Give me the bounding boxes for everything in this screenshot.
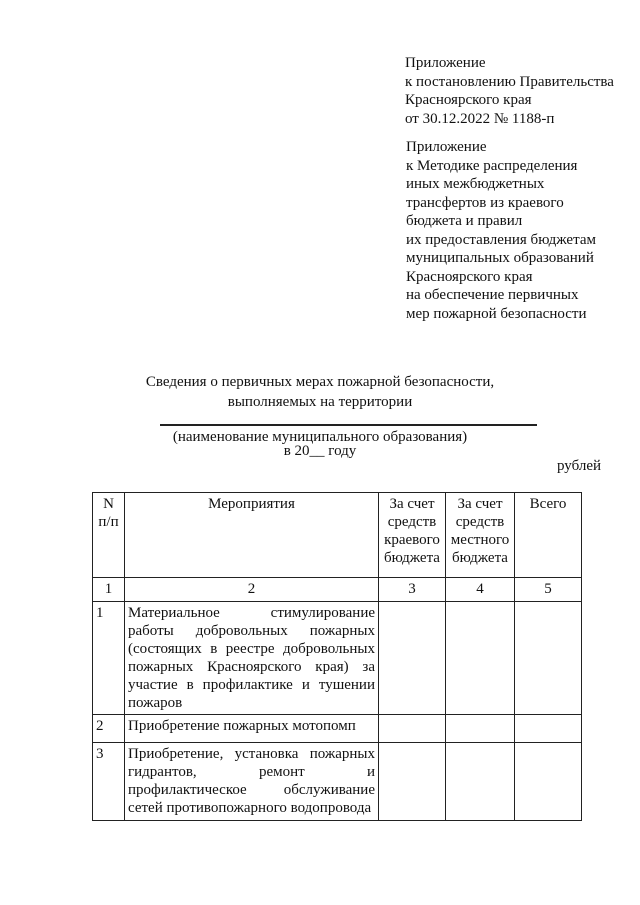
column-number-row [93,578,582,602]
appendix-line: бюджета и правил [406,213,523,229]
fire-safety-measures-table [92,492,582,821]
total-cell[interactable] [515,743,582,821]
table-row [93,602,582,715]
appendix-decree-block [405,54,614,128]
regional-budget-cell[interactable] [379,602,446,715]
header-cell-regional-budget: За счет средств краевого бюджета [379,493,446,578]
column-number-cell: 3 [379,578,446,602]
header-cell-number: N п/п [93,493,125,578]
appendix-line: к Методике распределения [406,157,578,174]
municipality-name-blank-line [160,424,537,426]
appendix-line: к постановлению Правительства [405,73,614,90]
appendix-line: от 30.12.2022 № 1188-п [405,110,555,127]
document-title-line-1: Сведения о первичных мерах пожарной безопасности, [145,374,495,390]
row-number-cell: 2 [93,715,125,743]
municipality-caption: (наименование муниципального образования) [172,429,468,445]
appendix-methodology-block [406,138,596,323]
measure-cell: Приобретение, установка пожарных гидрантов, ремонт и профилактическое обслуживание сетей противопожарного водопровода [125,743,379,821]
currency-label: рублей [557,458,602,474]
local-budget-cell[interactable] [446,602,515,715]
appendix-line: мер пожарной безопасности [406,305,587,322]
regional-budget-cell[interactable] [379,743,446,821]
row-number-cell: 3 [93,743,125,821]
measure-cell: Приобретение пожарных мотопомп [125,715,379,743]
appendix-line: муниципальных образований [406,250,594,266]
header-cell-measures: Мероприятия [125,493,379,578]
total-cell[interactable] [515,602,582,715]
appendix-line: Красноярского края [405,92,532,108]
row-number-cell: 1 [93,602,125,715]
appendix-line: иных межбюджетных [406,176,545,192]
local-budget-cell[interactable] [446,743,515,821]
column-number-cell: 4 [446,578,515,602]
appendix-line: Приложение [405,55,486,71]
header-cell-local-budget: За счет средств местного бюджета [446,493,515,578]
column-number-cell: 5 [515,578,582,602]
document-title-line-2: выполняемых на территории [227,394,413,410]
table-row [93,715,582,743]
regional-budget-cell[interactable] [379,715,446,743]
measure-cell: Материальное стимулирование работы добровольных пожарных (состоящих в реестре добровольных пожарных Красноярского края) за участие в профилактике и тушении пожаров [125,602,379,715]
column-number-cell: 1 [93,578,125,602]
year-label: в 20__ году [283,443,357,459]
local-budget-cell[interactable] [446,715,515,743]
appendix-line: на обеспечение первичных [406,287,579,303]
table-row [93,743,582,821]
total-cell[interactable] [515,715,582,743]
table-header-row [93,493,582,578]
column-number-cell: 2 [125,578,379,602]
appendix-line: их предоставления бюджетам [406,231,596,248]
appendix-line: Приложение [406,139,487,155]
appendix-line: трансфертов из краевого [406,194,564,211]
header-cell-total: Всего [515,493,582,578]
appendix-line: Красноярского края [406,268,533,285]
